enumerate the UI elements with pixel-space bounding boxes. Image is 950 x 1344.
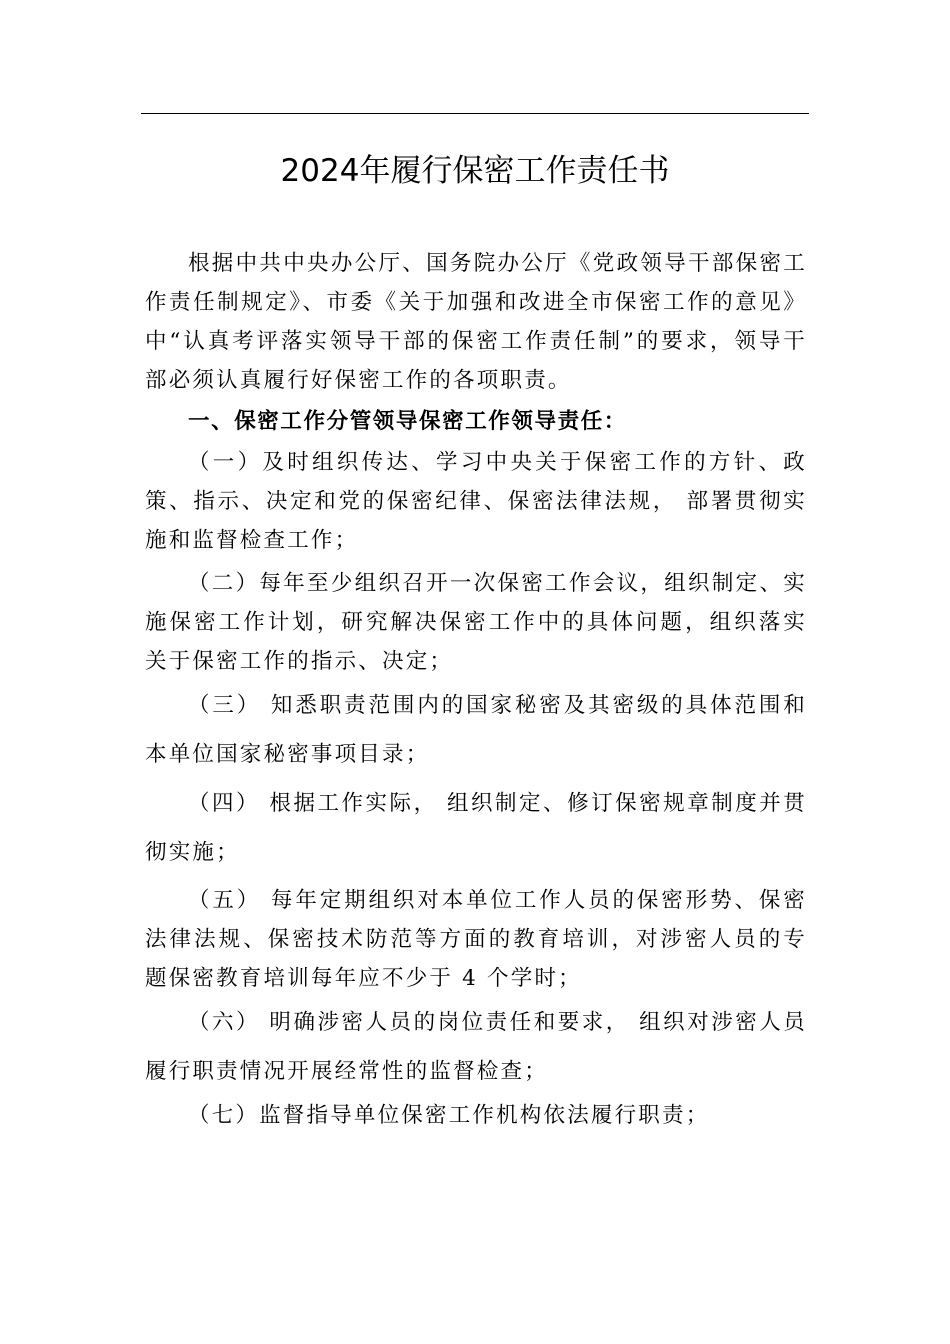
header-rule (141, 113, 809, 114)
duty-item-6: （六） 明确涉密人员的岗位责任和要求， 组织对涉密人员履行职责情况开展经常性的监督检查； (145, 1010, 807, 1084)
duty-item-4: （四） 根据工作实际， 组织制定、修订保密规章制度并贯彻实施； (145, 791, 807, 865)
duty-item-1: （一）及时组织传达、学习中央关于保密工作的方针、政策、指示、决定和党的保密纪律、保密法律法规， 部署贯彻实施和监督检查工作； (145, 450, 807, 553)
document-title: 2024年履行保密工作责任书 (280, 153, 670, 189)
document-body (145, 244, 807, 1135)
duty-item-3: （三） 知悉职责范围内的国家秘密及其密级的具体范围和本单位国家秘密事项目录； (145, 693, 807, 767)
section-heading: 一、保密工作分管领导保密工作领导责任： (188, 409, 627, 434)
intro-paragraph: 根据中共中央办公厅、国务院办公厅《党政领导干部保密工作责任制规定》、市委《关于加强和改进全市保密工作的意见》中“认真考评落实领导干部的保密工作责任制”的要求，领导干部必须认真履行好保密工作的各项职责。 (145, 251, 807, 393)
duty-item-5: （五） 每年定期组织对本单位工作人员的保密形势、保密法律法规、保密技术防范等方面的教育培训，对涉密人员的专题保密教育培训每年应不少于 4 个学时； (145, 888, 807, 991)
duty-item-7: （七）监督指导单位保密工作机构依法履行职责； (188, 1103, 710, 1128)
duty-item-2: （二）每年至少组织召开一次保密工作会议，组织制定、实施保密工作计划，研究解决保密工作中的具体问题，组织落实关于保密工作的指示、决定； (145, 571, 807, 674)
